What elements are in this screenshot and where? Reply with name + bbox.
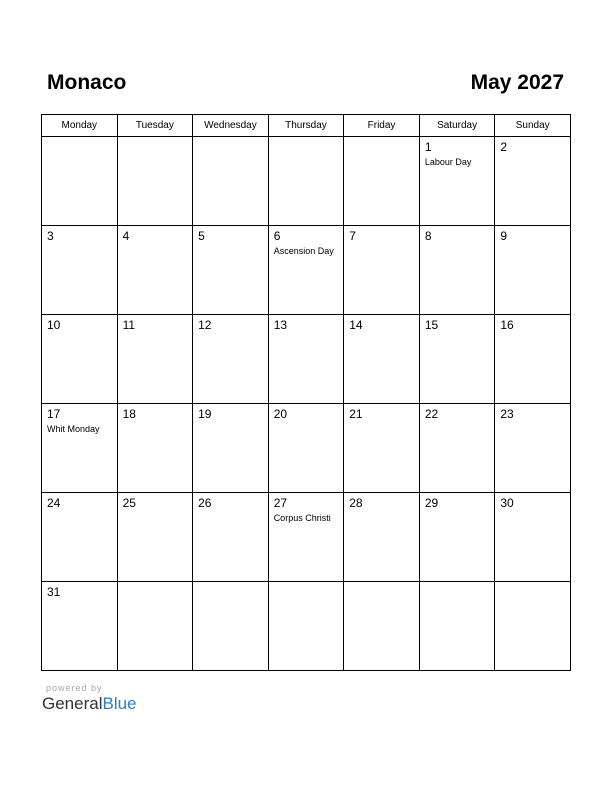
day-cell — [193, 315, 269, 404]
day-number: 20 — [273, 407, 288, 421]
day-cell — [42, 315, 118, 404]
day-number: 13 — [273, 318, 288, 332]
weekday-saturday: Saturday — [419, 115, 495, 137]
generalblue-logo[interactable] — [42, 693, 137, 715]
day-cell — [495, 226, 571, 315]
day-number — [269, 137, 344, 140]
day-cell — [193, 404, 269, 493]
day-number: 1 — [424, 140, 432, 154]
day-number: 17 — [47, 407, 61, 421]
day-cell — [344, 404, 420, 493]
day-cell — [419, 582, 495, 671]
weekday-thursday: Thursday — [268, 115, 344, 137]
holiday-label: Labour Day — [424, 157, 472, 167]
month-year-title: May 2027 — [470, 71, 564, 94]
day-number — [420, 582, 495, 585]
day-cell — [42, 493, 118, 582]
day-cell — [268, 493, 344, 582]
holiday-label: Ascension Day — [273, 246, 334, 256]
day-number: 10 — [47, 318, 61, 332]
day-cell — [42, 226, 118, 315]
day-number: 5 — [198, 229, 205, 243]
day-cell — [344, 226, 420, 315]
day-cell — [117, 315, 193, 404]
day-number: 23 — [500, 407, 514, 421]
week-row — [42, 582, 571, 671]
day-cell — [268, 582, 344, 671]
day-number: 12 — [198, 318, 212, 332]
day-cell — [495, 493, 571, 582]
week-row — [42, 493, 571, 582]
day-cell — [193, 137, 269, 226]
day-cell — [419, 315, 495, 404]
day-number: 25 — [122, 496, 136, 510]
day-cell — [344, 137, 420, 226]
week-row — [42, 404, 571, 493]
day-cell — [193, 582, 269, 671]
day-number: 6 — [273, 229, 281, 243]
weekday-sunday: Sunday — [495, 115, 571, 137]
powered-by-text: powered by — [46, 683, 103, 693]
day-number: 2 — [500, 140, 508, 154]
logo-text-general: General — [42, 694, 103, 713]
day-number — [193, 582, 268, 585]
day-cell — [42, 404, 118, 493]
day-number: 31 — [47, 585, 61, 599]
day-cell — [117, 137, 193, 226]
day-number: 29 — [424, 496, 439, 510]
day-number: 7 — [349, 229, 356, 243]
day-cell — [419, 404, 495, 493]
day-number: 4 — [122, 229, 130, 243]
day-number — [344, 582, 419, 585]
weekday-header-row — [42, 115, 571, 137]
day-number: 24 — [47, 496, 61, 510]
day-number: 18 — [122, 407, 136, 421]
holiday-label: Whit Monday — [47, 424, 100, 434]
day-cell — [193, 493, 269, 582]
day-cell — [117, 582, 193, 671]
weekday-friday: Friday — [344, 115, 420, 137]
day-cell — [344, 493, 420, 582]
week-row — [42, 226, 571, 315]
day-number — [269, 582, 344, 585]
day-number — [42, 137, 117, 140]
week-row — [42, 315, 571, 404]
day-cell — [419, 226, 495, 315]
day-cell — [268, 226, 344, 315]
day-number: 11 — [122, 318, 136, 332]
day-cell — [495, 404, 571, 493]
logo-text-blue: Blue — [102, 694, 137, 713]
day-cell — [344, 315, 420, 404]
day-cell — [42, 137, 118, 226]
day-cell — [495, 582, 571, 671]
day-cell — [268, 315, 344, 404]
day-cell — [495, 137, 571, 226]
weekday-monday: Monday — [42, 115, 118, 137]
day-cell — [117, 493, 193, 582]
day-number: 9 — [500, 229, 508, 243]
day-cell — [193, 226, 269, 315]
day-number — [118, 582, 193, 585]
day-cell — [117, 226, 193, 315]
day-cell — [42, 582, 118, 671]
day-number: 19 — [198, 407, 212, 421]
day-number: 22 — [424, 407, 439, 421]
week-row — [42, 137, 571, 226]
day-number: 16 — [500, 318, 514, 332]
weekday-wednesday: Wednesday — [193, 115, 269, 137]
weekday-tuesday: Tuesday — [117, 115, 193, 137]
day-cell — [419, 137, 495, 226]
day-cell — [419, 493, 495, 582]
calendar-grid — [41, 114, 571, 671]
day-number: 27 — [273, 496, 288, 510]
holiday-label: Corpus Christi — [273, 513, 331, 523]
day-number: 26 — [198, 496, 212, 510]
day-number: 30 — [500, 496, 514, 510]
day-number — [344, 137, 419, 140]
day-number: 14 — [349, 318, 363, 332]
day-number: 28 — [349, 496, 363, 510]
day-number: 21 — [349, 407, 363, 421]
day-number: 15 — [424, 318, 439, 332]
day-number — [193, 137, 268, 140]
day-cell — [268, 404, 344, 493]
day-number — [495, 582, 570, 585]
day-cell — [495, 315, 571, 404]
country-title: Monaco — [47, 71, 127, 94]
day-number: 8 — [424, 229, 432, 243]
day-cell — [344, 582, 420, 671]
day-cell — [117, 404, 193, 493]
day-number — [118, 137, 193, 140]
day-number: 3 — [47, 229, 54, 243]
day-cell — [268, 137, 344, 226]
